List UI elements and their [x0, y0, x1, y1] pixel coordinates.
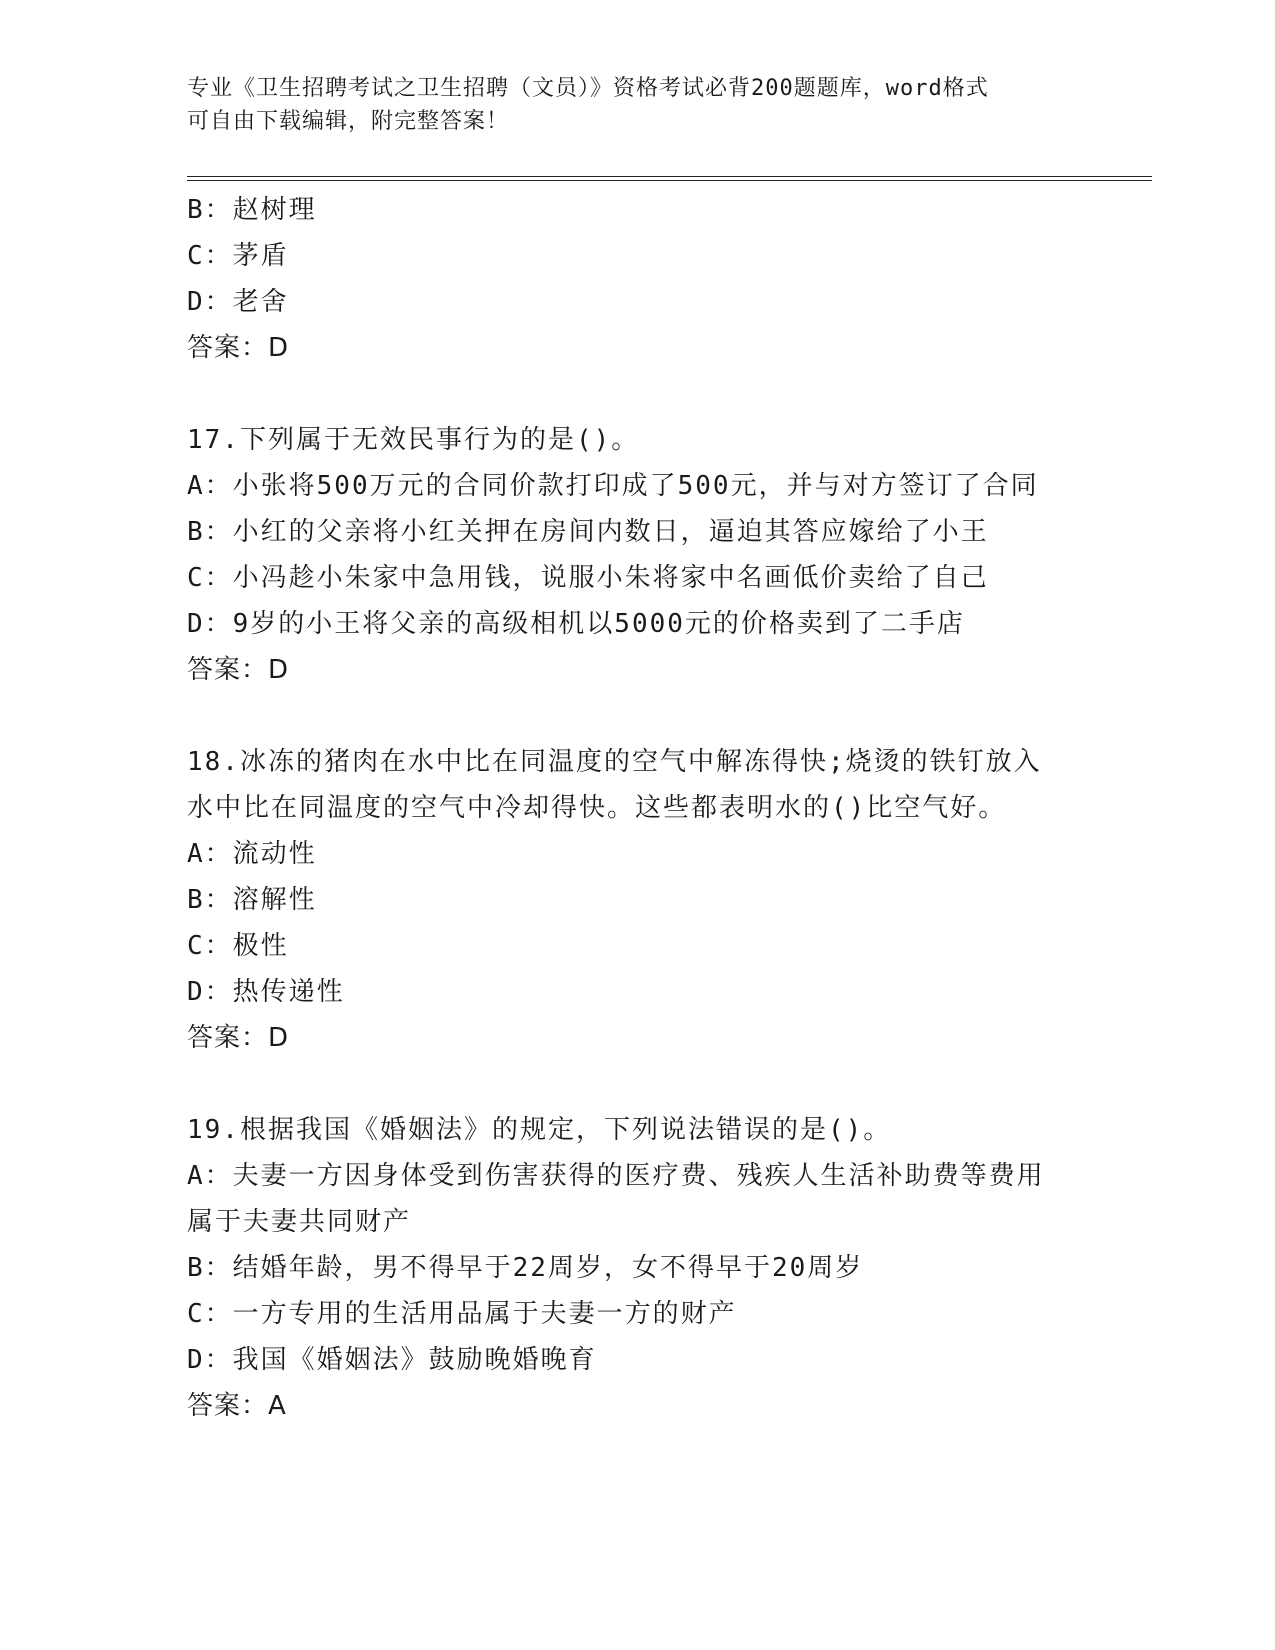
option-b: B：小红的父亲将小红关押在房间内数日，逼迫其答应嫁给了小王 — [187, 517, 989, 547]
option-a: A：小张将500万元的合同价款打印成了500元，并与对方签订了合同 — [187, 471, 1039, 501]
option-d: D：9岁的小王将父亲的高级相机以5000元的价格卖到了二手店 — [187, 609, 965, 639]
option-d: D：热传递性 — [187, 977, 345, 1007]
header-line-1: 专业《卫生招聘考试之卫生招聘（文员）》资格考试必背200题题库，word格式 — [187, 76, 989, 101]
option-b: B：结婚年龄，男不得早于22周岁，女不得早于20周岁 — [187, 1253, 864, 1283]
header-divider — [187, 176, 1152, 181]
option-d: D：我国《婚姻法》鼓励晚婚晚育 — [187, 1345, 597, 1375]
option-a-line-2: 属于夫妻共同财产 — [187, 1207, 412, 1237]
question-16-tail — [187, 187, 1087, 371]
answer: 答案：D — [187, 1023, 290, 1053]
question-18 — [187, 739, 1087, 1061]
option-a-line-1: A：夫妻一方因身体受到伤害获得的医疗费、残疾人生活补助费等费用 — [187, 1161, 1045, 1191]
spacer — [187, 1061, 1087, 1107]
header-line-2: 可自由下载编辑，附完整答案！ — [187, 109, 510, 134]
answer: 答案：D — [187, 655, 290, 685]
question-text-line-2: 水中比在同温度的空气中冷却得快。这些都表明水的()比空气好。 — [187, 793, 1007, 823]
option-d: D：老舍 — [187, 287, 289, 317]
option-c: C：极性 — [187, 931, 289, 961]
option-c: C：小冯趁小朱家中急用钱，说服小朱将家中名画低价卖给了自己 — [187, 563, 989, 593]
question-text: 17.下列属于无效民事行为的是()。 — [187, 425, 640, 455]
answer: 答案：A — [187, 1391, 287, 1421]
document-header — [187, 72, 1087, 138]
option-c: C：一方专用的生活用品属于夫妻一方的财产 — [187, 1299, 737, 1329]
option-c: C：茅盾 — [187, 241, 289, 271]
spacer — [187, 371, 1087, 417]
option-b: B：溶解性 — [187, 885, 317, 915]
question-text: 19.根据我国《婚姻法》的规定，下列说法错误的是()。 — [187, 1115, 892, 1145]
question-list — [187, 187, 1087, 1429]
spacer — [187, 693, 1087, 739]
question-text-line-1: 18.冰冻的猪肉在水中比在同温度的空气中解冻得快;烧烫的铁钉放入 — [187, 747, 1042, 777]
option-a: A：流动性 — [187, 839, 317, 869]
option-b: B：赵树理 — [187, 195, 317, 225]
question-19 — [187, 1107, 1087, 1429]
question-17 — [187, 417, 1087, 693]
answer: 答案：D — [187, 333, 290, 363]
